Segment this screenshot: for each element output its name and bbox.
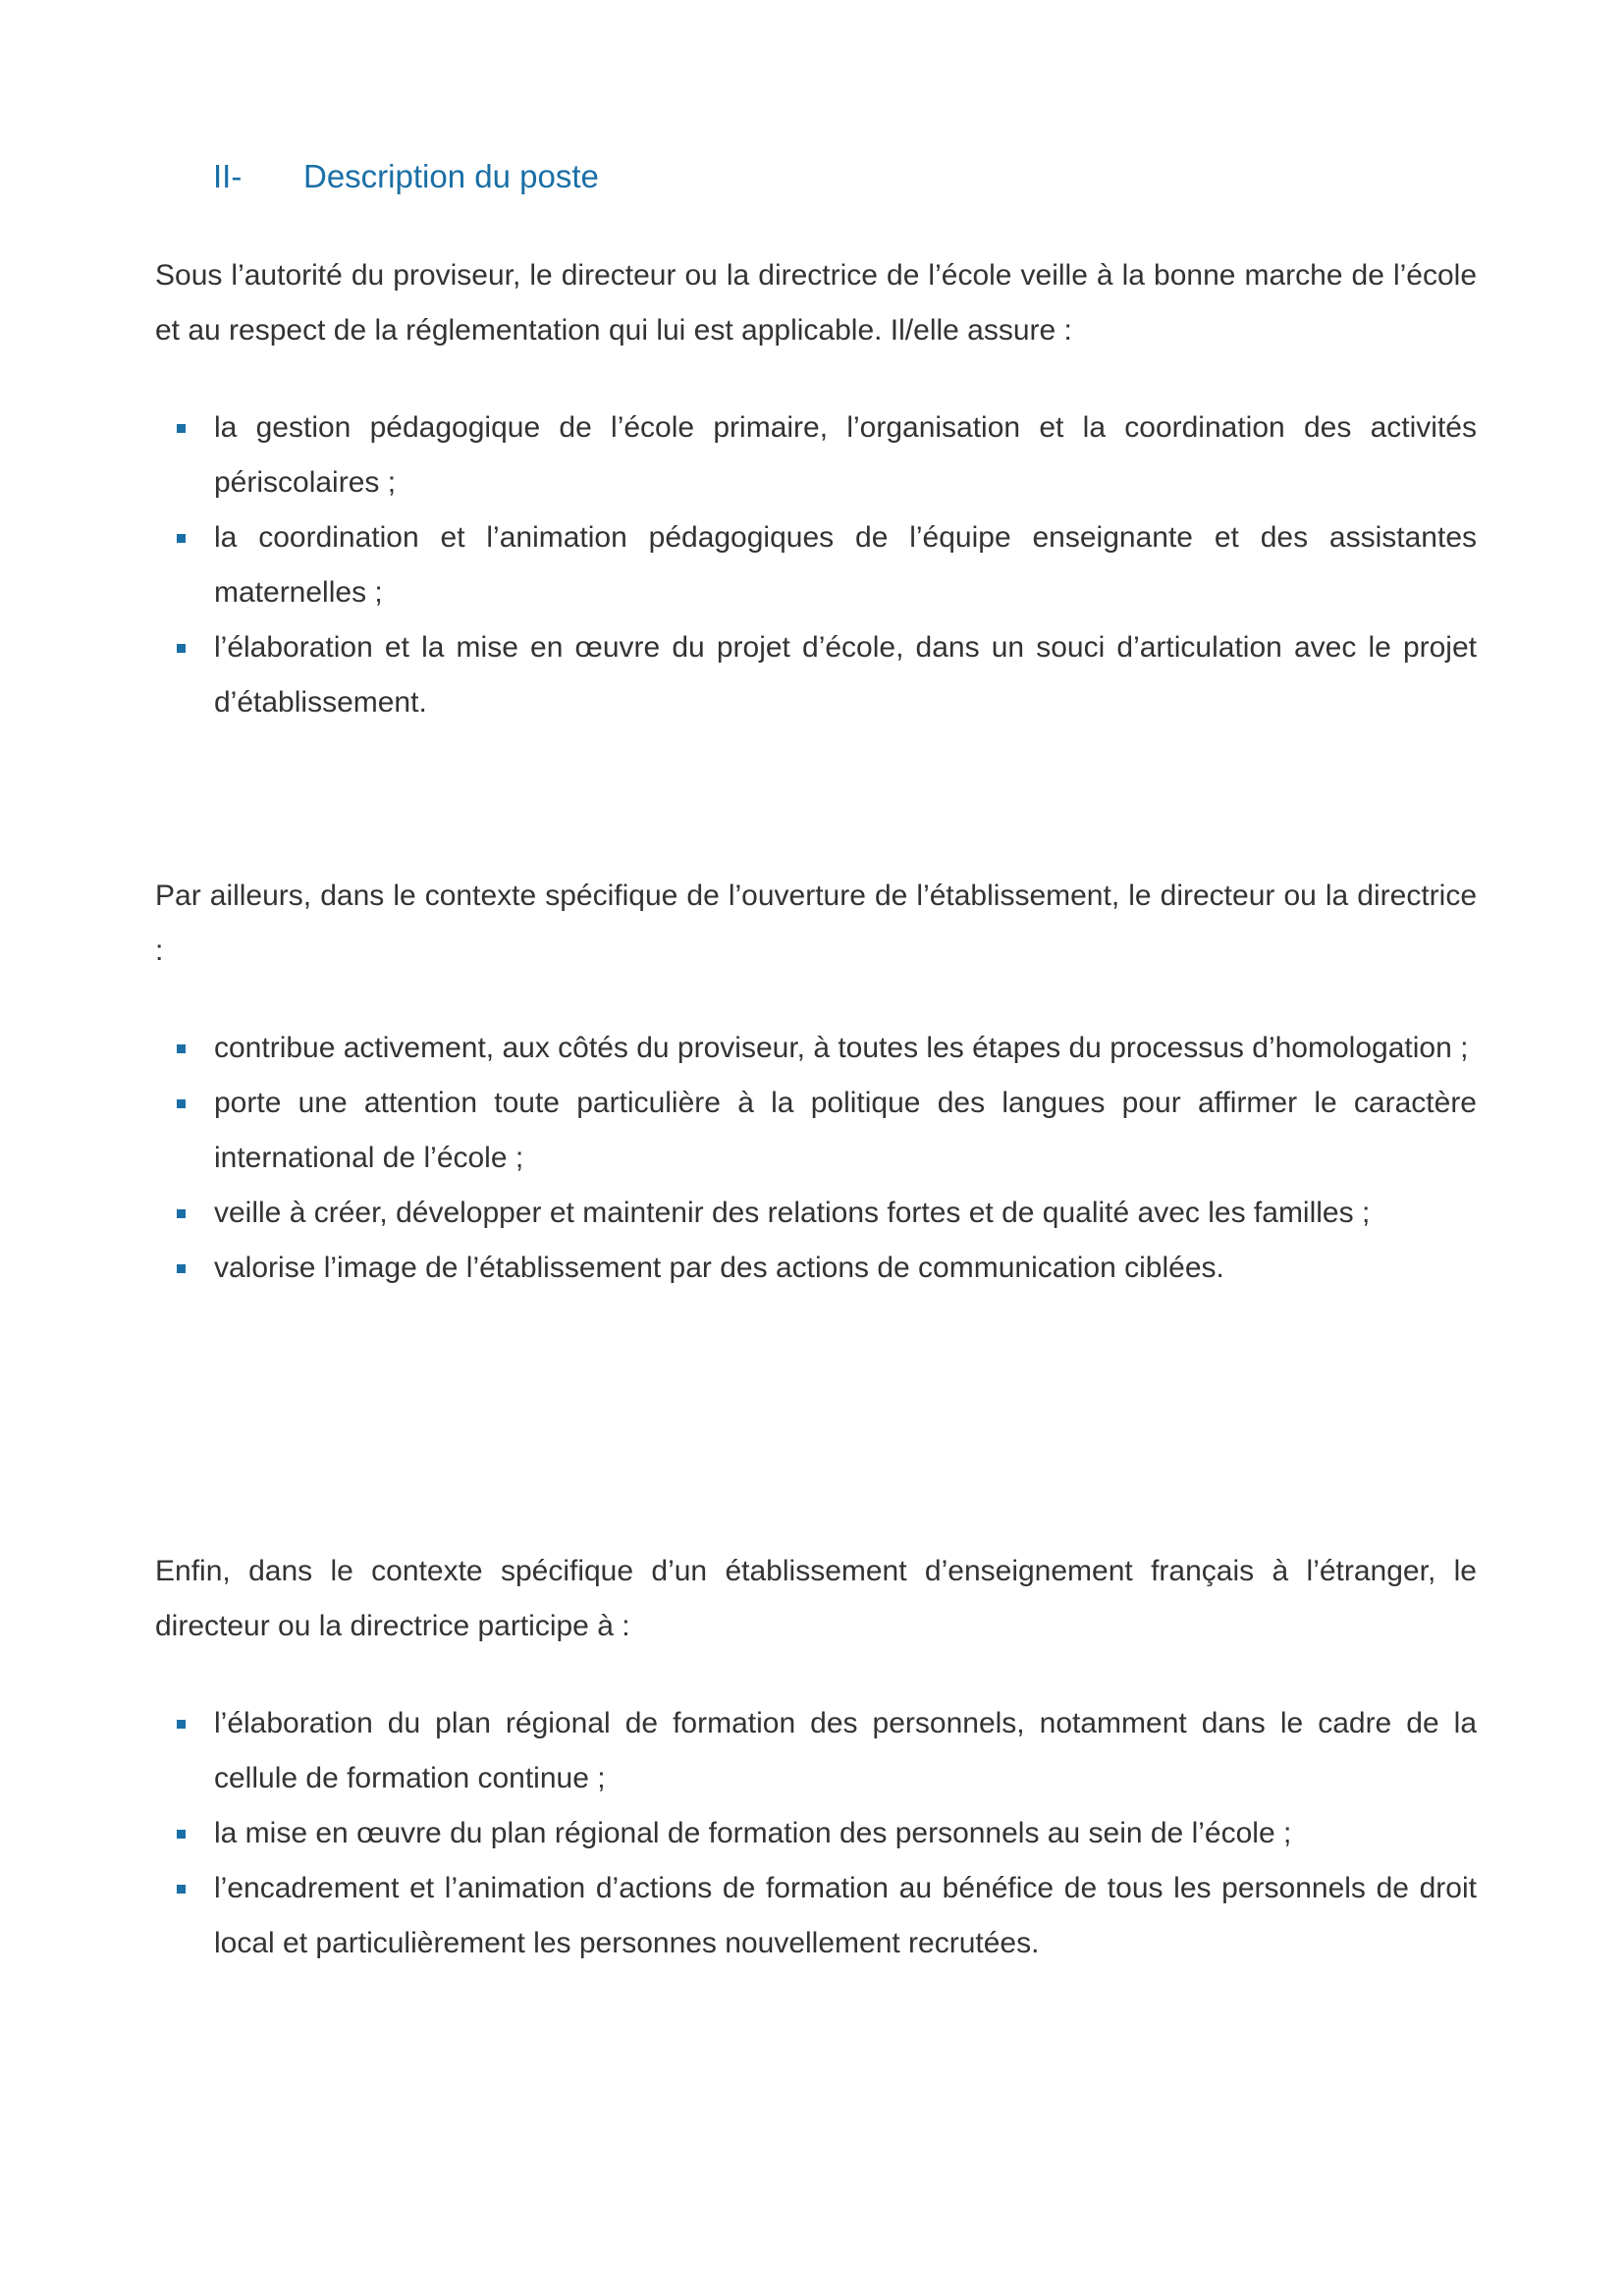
bullet-list — [155, 1696, 1477, 1971]
list-item: contribue activement, aux côtés du proviseur, à toutes les étapes du processus d’homologation ; — [155, 1021, 1477, 1076]
list-item: porte une attention toute particulière à la politique des langues pour affirmer le caractère international de l’école ; — [155, 1076, 1477, 1186]
bullet-square-icon — [177, 534, 186, 543]
bullet-square-icon — [177, 424, 186, 433]
list-item: la coordination et l’animation pédagogiques de l’équipe enseignante et des assistantes maternelles ; — [155, 510, 1477, 620]
bullet-square-icon — [177, 1209, 186, 1218]
section-opening-context — [155, 869, 1477, 1296]
list-item: la mise en œuvre du plan régional de formation des personnels au sein de l’école ; — [155, 1806, 1477, 1861]
bullet-square-icon — [177, 1830, 186, 1839]
section-title: Description du poste — [303, 158, 599, 194]
section-number: II- — [213, 158, 243, 194]
section-duties — [155, 248, 1477, 730]
section-abroad-context — [155, 1544, 1477, 1971]
bullet-square-icon — [177, 1099, 186, 1108]
list-item: la gestion pédagogique de l’école primaire, l’organisation et la coordination des activités périscolaires ; — [155, 400, 1477, 510]
bullet-square-icon — [177, 1044, 186, 1053]
bullet-square-icon — [177, 644, 186, 653]
paragraph-intro: Par ailleurs, dans le contexte spécifique de l’ouverture de l’établissement, le directeur ou la directrice : — [155, 880, 1477, 967]
list-item: l’encadrement et l’animation d’actions de formation au bénéfice de tous les personnels de droit local et particulièrement les personnes nouvellement recrutées. — [155, 1861, 1477, 1971]
bullet-list — [155, 1021, 1477, 1296]
bullet-square-icon — [177, 1720, 186, 1729]
bullet-square-icon — [177, 1264, 186, 1273]
list-item: l’élaboration et la mise en œuvre du projet d’école, dans un souci d’articulation avec le projet d’établissement. — [155, 620, 1477, 730]
list-item: l’élaboration du plan régional de formation des personnels, notamment dans le cadre de la cellule de formation continue ; — [155, 1696, 1477, 1806]
paragraph-intro: Sous l’autorité du proviseur, le directeur ou la directrice de l’école veille à la bonne marche de l’école et au respect de la réglementation qui lui est applicable. Il/elle assure : — [155, 259, 1477, 347]
bullet-square-icon — [177, 1885, 186, 1894]
list-item: valorise l’image de l’établissement par des actions de communication ciblées. — [155, 1241, 1477, 1296]
paragraph-intro: Enfin, dans le contexte spécifique d’un établissement d’enseignement français à l’étranger, le directeur ou la directrice participe à : — [155, 1555, 1477, 1642]
section-heading — [213, 152, 599, 201]
list-item: veille à créer, développer et maintenir des relations fortes et de qualité avec les familles ; — [155, 1186, 1477, 1241]
bullet-list — [155, 400, 1477, 730]
